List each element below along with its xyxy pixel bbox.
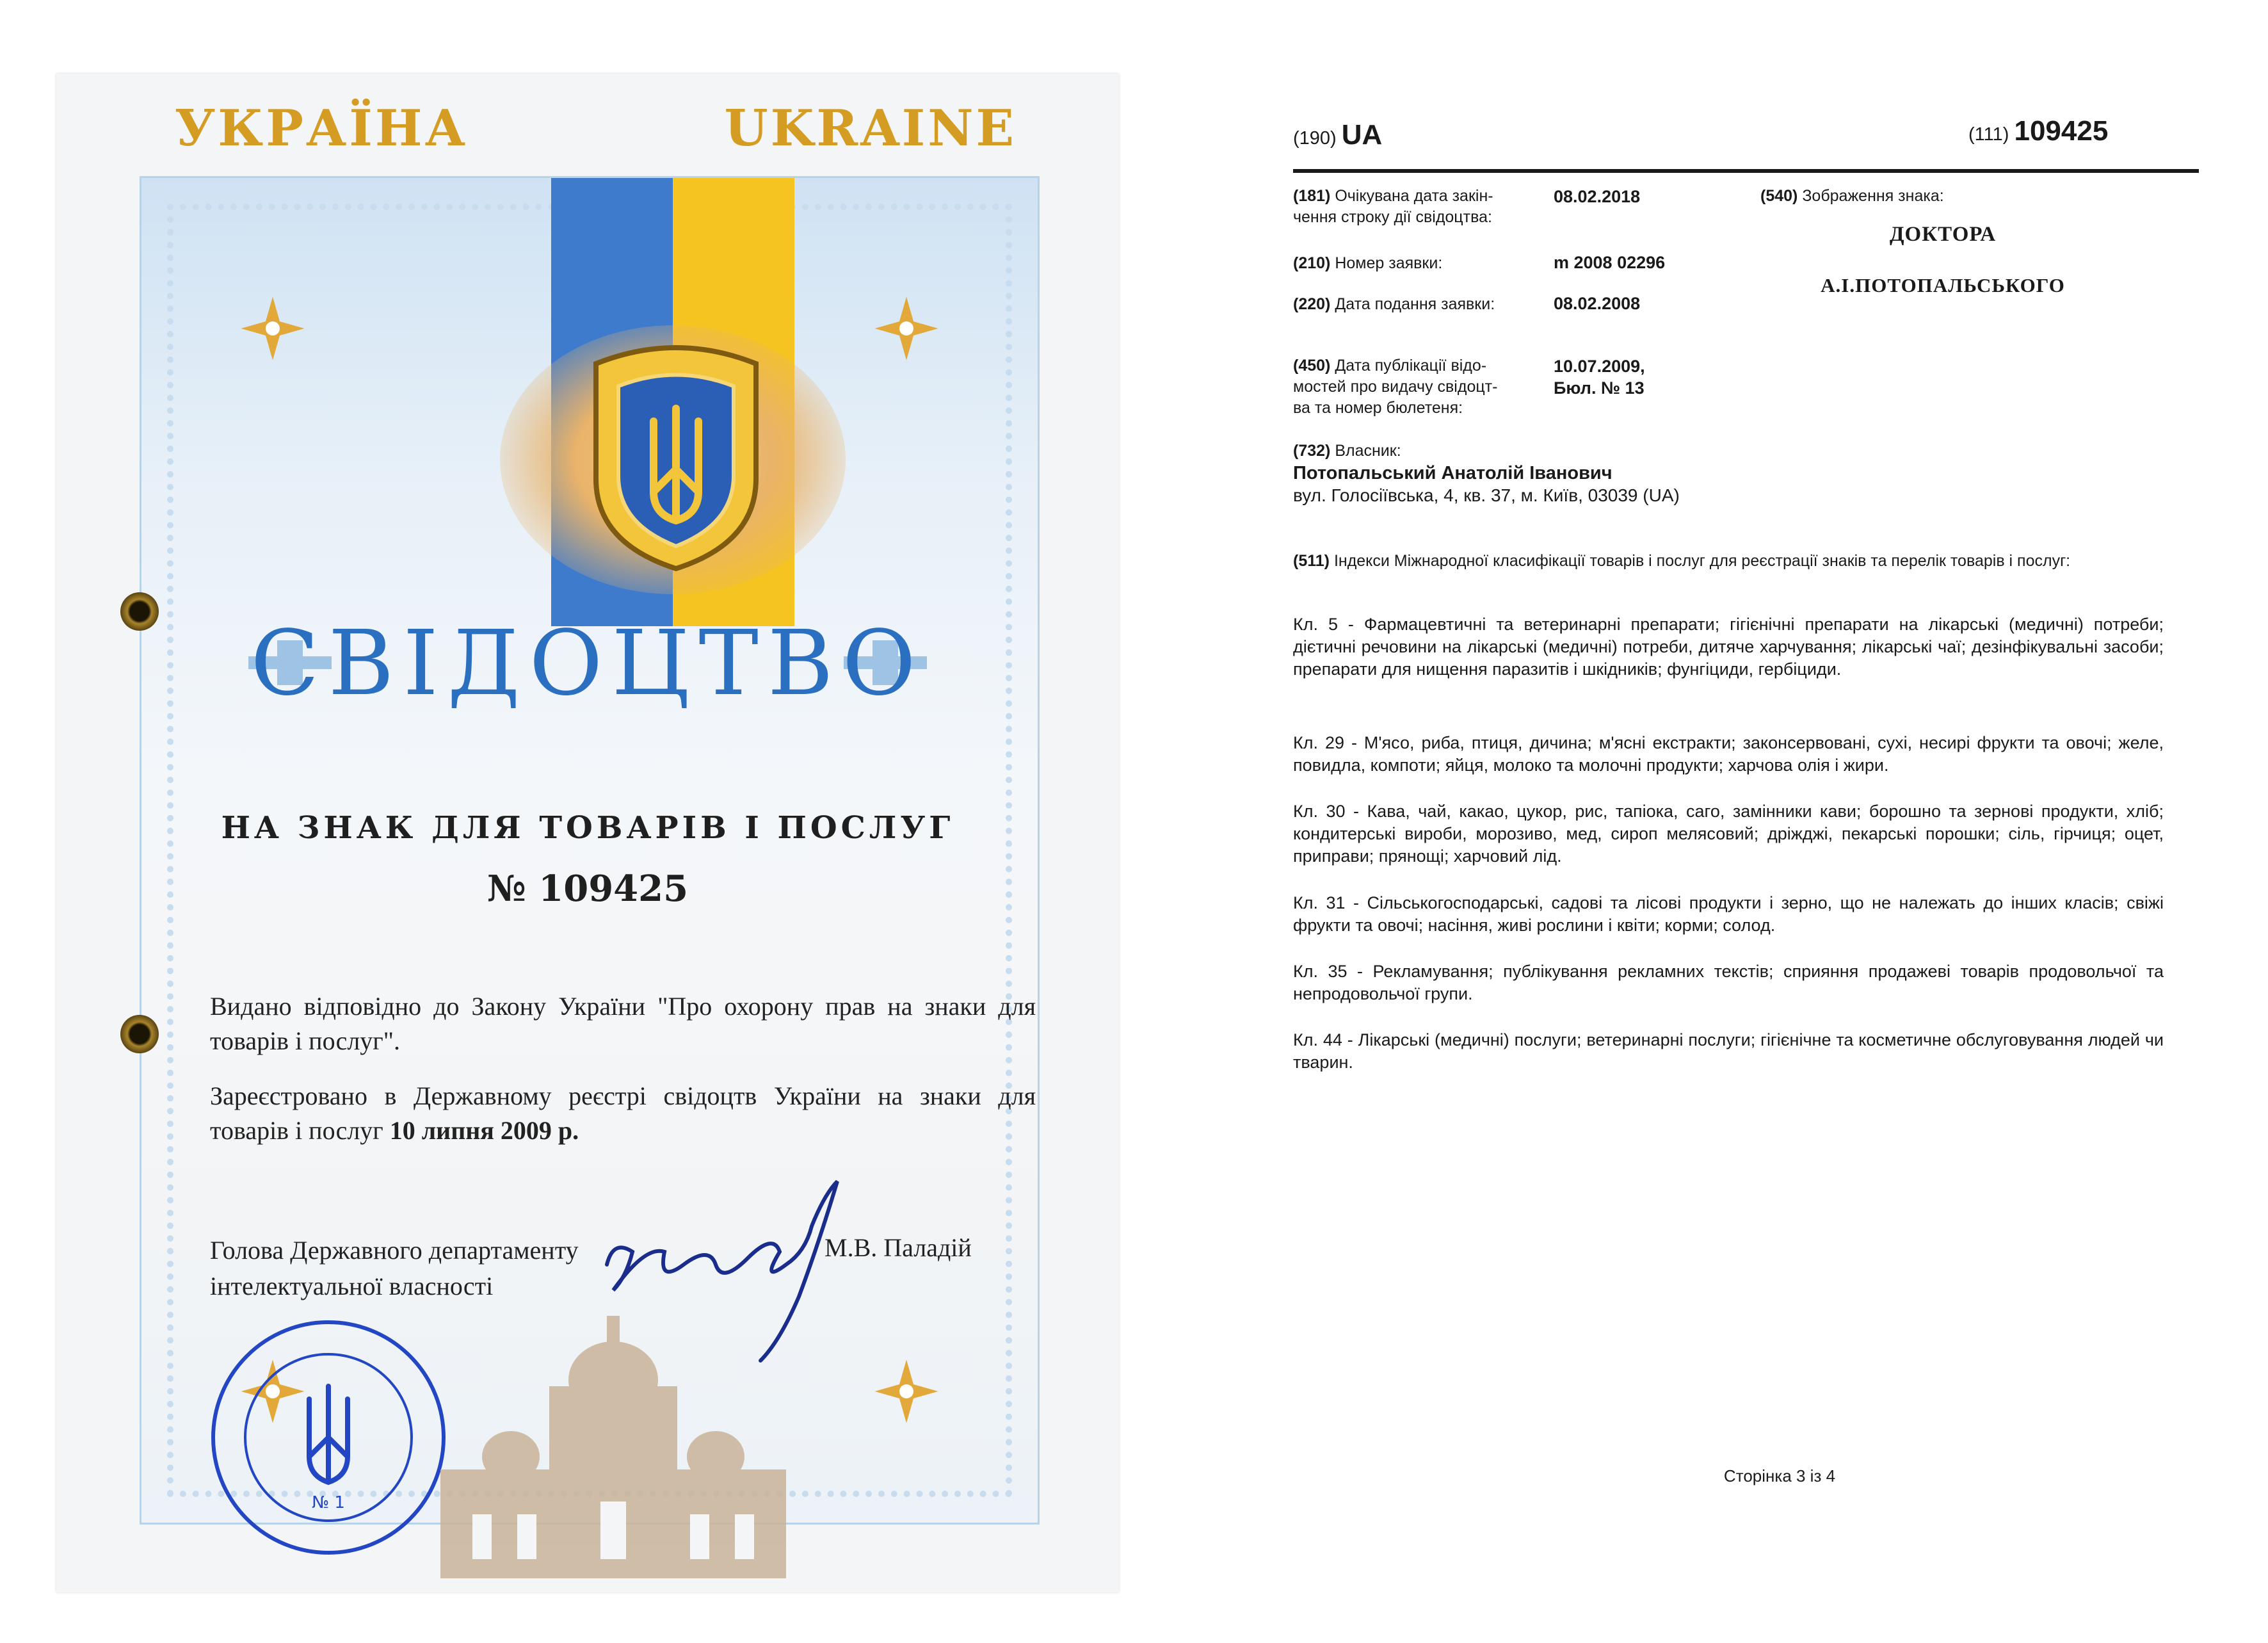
field-220-label: (220) Дата подання заявки: [1293,295,1495,313]
number-code: (111) [1968,124,2009,145]
owner-address: вул. Голосіївська, 4, кв. 37, м. Київ, 03039 (UA) [1293,485,1680,505]
country-code: (190) [1293,128,1337,149]
certificate-number: № 109425 [487,868,689,910]
goods-class-44: Кл. 44 - Лікарські (медичні) послуги; ветеринарні послуги; гігієнічне та косметичне обслуговування людей чи тварин. [1293,1030,2164,1072]
header-country [1293,119,1382,151]
signer-role-line: Голова Державного департаменту [210,1236,579,1265]
country-name-en: UKRAINE [724,99,1017,158]
field-181-label: (181) Очікувана дата закін- чення строку дії свідоцтва: [1293,187,1493,226]
field-450-value: 10.07.2009, Бюл. № 13 [1554,357,1645,398]
goods-class-5: Кл. 5 - Фармацевтичні та ветеринарні препарати; гігієнічні препарати на лікарські (медичні) потреби; дієтичні речовини на лікарські (медичні) потреби, дитяче харчування; лікарські чаї; дезінфікувальні засоби; препарати для нищення паразитів і шкідників; фунгіциди, гербіциди. [1293,615,2164,679]
certificate-subtitle: НА ЗНАК ДЛЯ ТОВАРІВ І ПОСЛУГ [221,810,954,846]
field-732-label: (732) Власник: [1293,442,1401,460]
issued-paragraph: Видано відповідно до Закону України "Про охорону прав на знаки для товарів і послуг". [210,992,1036,1055]
country: UA [1341,119,1383,150]
svg-text:№ 1: № 1 [312,1493,345,1512]
field-450-label: (450) Дата публікації відо- мостей про видачу свідоцт- ва та номер бюлетеня: [1293,357,1498,417]
signer-role-line: інтелектуальної власності [210,1272,494,1300]
country-name-ua: УКРАЇНА [175,99,469,158]
registration-number: 109425 [2014,115,2109,147]
goods-class-30: Кл. 30 - Кава, чай, какао, цукор, рис, тапіока, саго, замінники кави; борошно та зернові продукти, хліб; кондитерські вироби, морозиво, мед, сироп мелясовий; дріжджі, пекарські порошки; сіль, гірчиця; оцет, приправи; прянощі; харчовий лід. [1293,802,2164,866]
field-540-label: (540) Зображення знака: [1760,187,1944,205]
patent-data-page [1120,0,2268,1643]
header-rule [1293,169,2199,173]
field-210-value: m 2008 02296 [1554,253,1666,272]
owner-name: Потопальський Анатолій Іванович [1293,463,1613,483]
official-stamp [207,1316,450,1559]
field-220-value: 08.02.2008 [1554,294,1641,313]
coat-of-arms-icon [583,338,769,575]
binding-hole [120,592,159,631]
corner-ornament-icon [871,293,942,364]
registered-date: 10 липня 2009 р. [389,1116,579,1145]
corner-ornament-icon [871,1356,942,1427]
trademark-line-1: ДОКТОРА [1889,223,1997,246]
registered-text: Зареєстровано в Державному реєстрі свідоцтв України на знаки для товарів і послуг [210,1081,1036,1145]
corner-ornament-icon [237,293,308,364]
binding-hole [120,1015,159,1053]
field-210-label: (210) Номер заявки: [1293,254,1443,272]
cathedral-watermark [415,1309,812,1578]
field-181-value: 08.02.2018 [1554,187,1641,206]
goods-class-35: Кл. 35 - Рекламування; публікування рекламних текстів; сприяння продажеві товарів продовольчої та непродовольчої групи. [1293,962,2164,1003]
field-511-label: (511) Індекси Міжнародної класифікації товарів і послуг для реєстрації знаків та перелік товарів і послуг: [1293,552,2071,570]
goods-class-31: Кл. 31 - Сільськогосподарські, садові та лісові продукти і зерно, що не належать до інших класів; свіжі фрукти та овочі; насіння, живі рослини і квіти; корми; солод. [1293,893,2164,935]
signer-name: М.В. Паладій [824,1233,972,1262]
header-number [1968,115,2108,147]
registered-paragraph [210,1079,1036,1148]
trademark-line-2: А.І.ПОТОПАЛЬСЬКОГО [1821,274,2065,296]
page-footer: Сторінка 3 із 4 [1723,1466,1836,1485]
certificate-page [56,74,1119,1592]
goods-class-29: Кл. 29 - М'ясо, риба, птиця, дичина; м'ясні екстракти; законсервовані, сухі, несирі фрукти та овочі; желе, повидла, компоти; яйця, молоко та молочні продукти; харчова олія і жири. [1293,733,2164,775]
certificate-title: СВІДОЦТВО [250,611,925,716]
